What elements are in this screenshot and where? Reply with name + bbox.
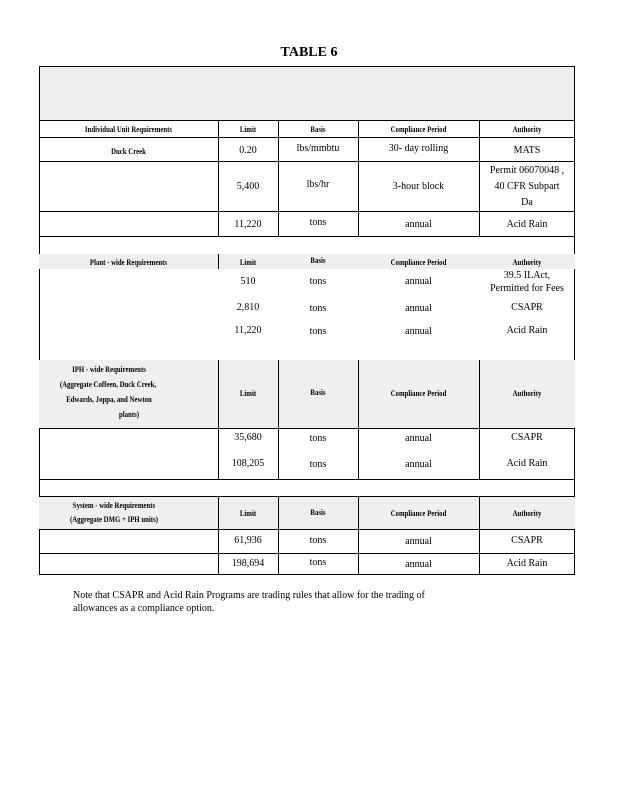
iph-section-label-line4: plants)	[118, 410, 140, 419]
col-header-limit: Limit	[239, 389, 257, 398]
table-cell: MATS	[513, 145, 541, 156]
table-cell: annual	[405, 219, 432, 230]
table-cell: Acid Rain	[506, 458, 548, 469]
table-cell: tons	[309, 217, 327, 228]
col-header-authority: Authority	[512, 509, 542, 518]
table-cell: tons	[309, 303, 327, 314]
table-cell: 3-hour block	[392, 181, 445, 192]
table-cell: tons	[309, 459, 327, 470]
iph-section-label-line1: IPH - wide Requirements	[72, 365, 146, 374]
table-cell: Permitted for Fees	[490, 283, 564, 294]
table-cell: annual	[405, 276, 432, 287]
system-section-label-line2: (Aggregate DMG + IPH units)	[69, 515, 158, 524]
table-cell: tons	[309, 557, 327, 568]
col-header-limit: Limit	[239, 509, 257, 518]
col-header-period: Compliance Period	[390, 389, 447, 398]
plant-name-duck-creek: Duck Creek	[111, 147, 146, 156]
table-cell: annual	[405, 303, 432, 314]
table-cell: 198,694	[231, 558, 265, 569]
col-header-authority: Authority	[512, 389, 542, 398]
table-cell: 108,205	[231, 458, 265, 469]
table-cell: 2,810	[236, 302, 260, 313]
col-header-authority: Authority	[512, 258, 542, 267]
table-cell: 11,220	[234, 325, 262, 336]
col-header-authority: Authority	[512, 125, 542, 134]
table-cell: tons	[309, 276, 327, 287]
col-header-limit: Limit	[239, 258, 257, 267]
table-cell: tons	[309, 535, 327, 546]
col-header-basis: Basis	[310, 125, 326, 134]
iph-section-label-line3: Edwards, Joppa, and Newton	[66, 395, 152, 404]
table-cell: Da	[521, 197, 533, 208]
iph-section-label-line2: (Aggregate Coffeen, Duck Creek,	[59, 380, 157, 389]
table-cell: annual	[405, 536, 432, 547]
table-cell: 0.20	[239, 145, 257, 156]
table-cell: annual	[405, 559, 432, 570]
unit-section-label: Individual Unit Requirements	[84, 125, 173, 134]
footnote-line1: Note that CSAPR and Acid Rain Programs are trading rules that allow for the trading of	[73, 590, 425, 601]
table-cell: annual	[405, 326, 432, 337]
table-cell: 5,400	[236, 181, 260, 192]
table-cell: tons	[309, 433, 327, 444]
table-top-band	[40, 67, 574, 120]
col-header-basis: Basis	[310, 508, 326, 517]
table-cell: 40 CFR Subpart	[494, 181, 560, 192]
footnote	[73, 589, 523, 615]
table-cell: Permit 06070048 ,	[489, 165, 565, 176]
system-section-label-line1: System - wide Requirements	[72, 501, 156, 510]
table-cell: 510	[240, 276, 256, 287]
table-cell: CSAPR	[511, 535, 543, 546]
table-cell: Acid Rain	[506, 558, 548, 569]
col-header-period: Compliance Period	[390, 258, 447, 267]
col-header-basis: Basis	[310, 388, 326, 397]
plant-section-label: Plant - wide Requirements	[89, 258, 168, 267]
page-title: TABLE 6	[280, 45, 338, 60]
table-cell: lbs/hr	[306, 179, 330, 190]
col-header-period: Compliance Period	[390, 509, 447, 518]
requirements-table	[39, 66, 575, 575]
table-cell: tons	[309, 326, 327, 337]
table-cell: CSAPR	[511, 432, 543, 443]
table-cell: 61,936	[234, 535, 262, 546]
table-cell: 11,220	[234, 219, 262, 230]
table-cell: Acid Rain	[506, 219, 548, 230]
col-header-basis: Basis	[310, 256, 326, 265]
col-header-period: Compliance Period	[390, 125, 447, 134]
table-cell: Acid Rain	[506, 325, 548, 336]
table-cell: lbs/mmbtu	[296, 143, 340, 154]
table-cell: 30- day rolling	[388, 143, 449, 154]
table-cell: 35,680	[234, 432, 262, 443]
table-cell: annual	[405, 433, 432, 444]
table-cell: CSAPR	[511, 302, 543, 313]
col-header-limit: Limit	[239, 125, 257, 134]
table-cell: 39.5 ILAct,	[503, 270, 551, 281]
table-cell: annual	[405, 459, 432, 470]
footnote-line2: allowances as a compliance option.	[73, 603, 215, 614]
